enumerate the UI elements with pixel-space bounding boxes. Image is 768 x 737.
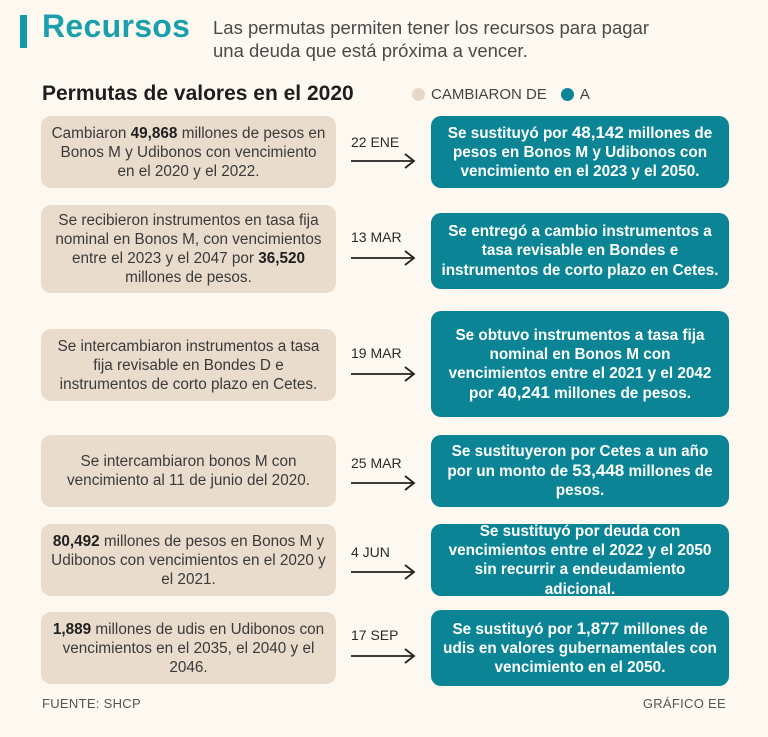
legend-to-swatch <box>561 88 574 101</box>
legend-from-label: CAMBIARON DE <box>431 86 547 103</box>
source-note: FUENTE: SHCP <box>42 696 141 711</box>
swap-from-box: Se recibieron instrumentos en tasa fija nominal en Bonos M, con vencimientos entre el 2023 y el 2047 por 36,520 millones de pesos. <box>41 205 336 293</box>
swap-row <box>41 116 729 188</box>
swap-date: 25 MAR <box>351 455 402 471</box>
swap-row <box>41 524 729 596</box>
swap-from-box: 1,889 millones de udis en Udibonos con vencimientos en el 2035, el 2040 y el 2046. <box>41 612 336 684</box>
arrow-right-icon <box>351 564 417 580</box>
legend-to-label: A <box>579 86 590 103</box>
swap-row <box>41 205 729 293</box>
swap-from-box: Cambiaron 49,868 millones de pesos en Bonos M y Udibonos con vencimiento en el 2020 y el 2022. <box>41 116 336 188</box>
swap-from-box: Se intercambiaron bonos M con vencimiento al 11 de junio del 2020. <box>41 435 336 507</box>
legend-from-swatch <box>412 88 425 101</box>
intro-text: Las permutas permiten tener los recursos para pagar una deuda que está próxima a vencer. <box>213 17 649 61</box>
arrow-right-icon <box>351 475 417 491</box>
header-accent-bar <box>20 15 27 48</box>
swap-date: 13 MAR <box>351 229 402 245</box>
swap-to-box: Se entregó a cambio instrumentos a tasa revisable en Bondes e instrumentos de corto plazo en Cetes. <box>431 213 729 289</box>
swap-date: 17 SEP <box>351 627 399 643</box>
arrow-right-icon <box>351 153 417 169</box>
swap-date: 22 ENE <box>351 134 400 150</box>
swap-row <box>41 610 729 686</box>
swap-to-box: Se sustituyó por 48,142 millones de pesos en Bonos M y Udibonos con vencimiento en el 2023 y el 2050. <box>431 116 729 188</box>
arrow-right-icon <box>351 648 417 664</box>
arrow-right-icon <box>351 250 417 266</box>
swap-from-box: 80,492 millones de pesos en Bonos M y Udibonos con vencimientos en el 2020 y el 2021. <box>41 524 336 596</box>
swap-to-box: Se sustituyó por 1,877 millones de udis en valores gubernamentales con vencimiento en el 2050. <box>431 610 729 686</box>
swap-to-box: Se obtuvo instrumentos a tasa fija nominal en Bonos M con vencimientos entre el 2021 y el 2042 por 40,241 millones de pesos. <box>431 311 729 417</box>
legend <box>412 86 590 103</box>
arrow-right-icon <box>351 366 417 382</box>
swap-date: 4 JUN <box>351 544 390 560</box>
section-brand-title: Recursos <box>42 8 191 44</box>
graphic-credit: GRÁFICO EE <box>642 696 726 711</box>
swap-row <box>41 435 729 507</box>
swap-row <box>41 311 729 417</box>
infographic-title: Permutas de valores en el 2020 <box>42 82 354 105</box>
swap-date: 19 MAR <box>351 345 402 361</box>
swap-to-box: Se sustituyeron por Cetes a un año por un monto de 53,448 millones de pesos. <box>431 435 729 507</box>
swap-to-box: Se sustituyó por deuda con vencimientos entre el 2022 y el 2050 sin recurrir a endeudamiento adicional. <box>431 524 729 596</box>
swap-from-box: Se intercambiaron instrumentos a tasa fija revisable en Bondes D e instrumentos de corto plazo en Cetes. <box>41 329 336 401</box>
